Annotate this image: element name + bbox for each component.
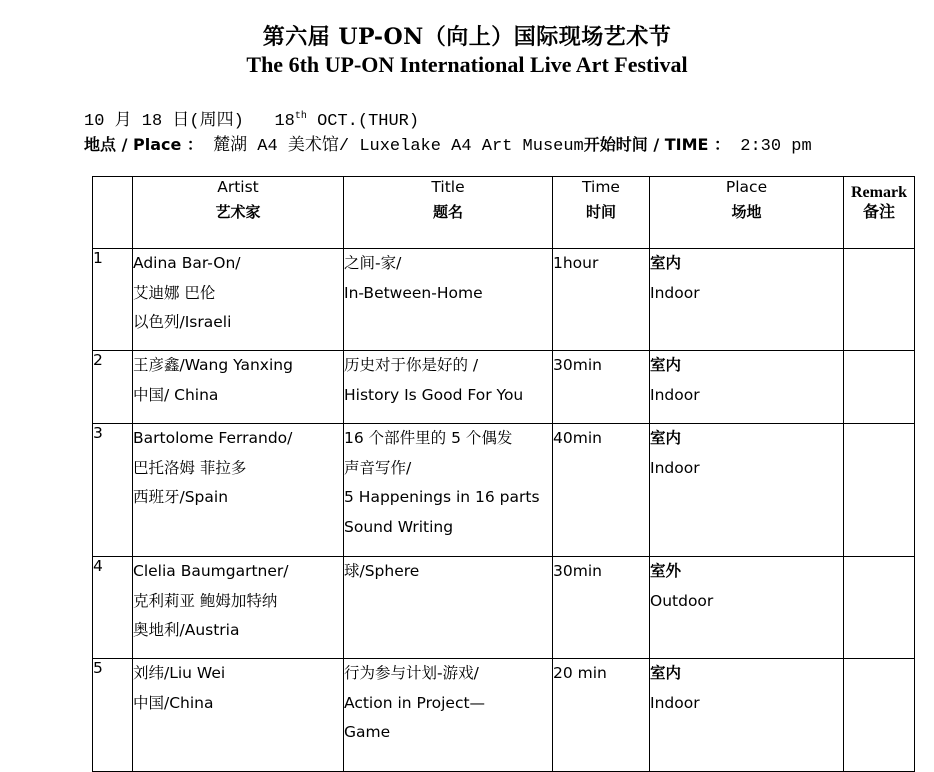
row-number: 1 xyxy=(93,249,133,351)
title-line: Game xyxy=(344,723,391,741)
title-cell xyxy=(344,659,553,772)
place-zh: 室内 xyxy=(650,356,682,374)
festival-title-english: The 6th UP-ON International Live Art Festival xyxy=(246,52,688,77)
time-value: 2:30 pm xyxy=(740,137,812,156)
header-title xyxy=(344,177,553,249)
title-line: 5 Happenings in 16 parts xyxy=(344,488,540,506)
time-cell xyxy=(553,249,650,351)
header-artist xyxy=(133,177,344,249)
header-time xyxy=(553,177,650,249)
place-en: Indoor xyxy=(650,458,700,477)
time-label: 开始时间 / TIME ： xyxy=(583,135,731,154)
time-cell xyxy=(553,424,650,557)
title-cell xyxy=(344,249,553,351)
remark-cell xyxy=(844,351,915,424)
table-row xyxy=(93,557,915,659)
artist-line: Clelia Baumgartner/ xyxy=(133,562,289,580)
table-header-row xyxy=(93,177,915,249)
artist-cell xyxy=(133,424,344,557)
title-line: 16 个部件里的 5 个偶发 xyxy=(344,429,513,447)
title-cell xyxy=(344,351,553,424)
time-value: 30min xyxy=(553,562,602,580)
title-line: 球/Sphere xyxy=(344,562,420,580)
time-cell xyxy=(553,557,650,659)
artist-cell xyxy=(133,249,344,351)
header-title-zh: 题名 xyxy=(432,203,463,221)
event-date-chinese: 10 月 18 日(周四) xyxy=(84,112,244,131)
place-cell xyxy=(650,351,844,424)
table-row xyxy=(93,659,915,772)
artist-line: 中国/ China xyxy=(133,385,219,404)
header-time-en: Time xyxy=(582,178,620,196)
place-cell xyxy=(650,557,844,659)
place-cell xyxy=(650,424,844,557)
artist-line: 艾迪娜 巴伦 xyxy=(133,283,216,302)
artist-line: 王彦鑫/Wang Yanxing xyxy=(133,356,293,374)
artist-line: 刘纬/Liu Wei xyxy=(133,664,226,682)
event-date xyxy=(84,105,419,131)
time-cell xyxy=(553,351,650,424)
time-cell xyxy=(553,659,650,772)
artist-line: 奥地利/Austria xyxy=(133,621,240,639)
header-place xyxy=(650,177,844,249)
event-date-english: OCT.(THUR) xyxy=(317,112,420,131)
header-remark-zh: 备注 xyxy=(862,204,895,221)
table-row xyxy=(93,424,915,557)
remark-cell xyxy=(844,557,915,659)
title-line: 之间-家/ xyxy=(344,254,402,272)
artist-line: 中国/China xyxy=(133,693,214,712)
header-remark xyxy=(844,177,915,249)
title-line: 历史对于你是好的 / xyxy=(344,356,479,374)
artist-cell xyxy=(133,557,344,659)
title-line: Action in Project— xyxy=(344,693,486,712)
time-value: 20 min xyxy=(553,664,607,682)
place-value: 麓湖 A4 美术馆/ Luxelake A4 Art Museum xyxy=(213,137,584,156)
time-value: 1hour xyxy=(553,254,599,272)
artist-cell xyxy=(133,351,344,424)
program-table xyxy=(92,176,915,772)
place-zh: 室内 xyxy=(650,254,682,272)
title-line: 声音写作/ xyxy=(344,458,412,477)
artist-line: 克利莉亚 鲍姆加特纳 xyxy=(133,591,278,610)
header-place-zh: 场地 xyxy=(731,203,762,221)
remark-cell xyxy=(844,659,915,772)
title-cell xyxy=(344,557,553,659)
header-number xyxy=(93,177,133,249)
place-en: Indoor xyxy=(650,283,700,302)
festival-title-chinese: 第六届 UP-ON（向上）国际现场艺术节 xyxy=(262,24,672,50)
row-number: 2 xyxy=(93,351,133,424)
place-zh: 室内 xyxy=(650,664,682,682)
header-artist-en: Artist xyxy=(217,178,259,196)
place-zh: 室内 xyxy=(650,429,682,447)
artist-line: 以色列/Israeli xyxy=(133,313,232,331)
header-remark-en: Remark xyxy=(851,184,907,201)
title-line: History Is Good For You xyxy=(344,385,524,404)
place-en: Indoor xyxy=(650,693,700,712)
remark-cell xyxy=(844,424,915,557)
artist-cell xyxy=(133,659,344,772)
place-cell xyxy=(650,249,844,351)
place-zh: 室外 xyxy=(650,562,682,580)
place-cell xyxy=(650,659,844,772)
place-en: Outdoor xyxy=(650,591,714,610)
event-place-time xyxy=(84,130,812,156)
title-cell xyxy=(344,424,553,557)
row-number: 3 xyxy=(93,424,133,557)
artist-line: Adina Bar-On/ xyxy=(133,254,241,272)
title-line: Sound Writing xyxy=(344,517,454,536)
event-date-english-day: 18 xyxy=(274,112,295,131)
header-artist-zh: 艺术家 xyxy=(215,203,261,221)
header-time-zh: 时间 xyxy=(585,203,616,221)
time-value: 30min xyxy=(553,356,602,374)
row-number: 4 xyxy=(93,557,133,659)
artist-line: 西班牙/Spain xyxy=(133,488,229,506)
row-number: 5 xyxy=(93,659,133,772)
title-line: 行为参与计划-游戏/ xyxy=(344,664,479,682)
event-date-english-suffix: th xyxy=(294,111,307,122)
title-line: In-Between-Home xyxy=(344,283,483,302)
table-row xyxy=(93,351,915,424)
time-value: 40min xyxy=(553,429,602,447)
remark-cell xyxy=(844,249,915,351)
place-en: Indoor xyxy=(650,385,700,404)
artist-line: 巴托洛姆 菲拉多 xyxy=(133,458,247,477)
place-label: 地点 / Place ： xyxy=(84,135,203,154)
header-title-en: Title xyxy=(431,178,465,196)
artist-line: Bartolome Ferrando/ xyxy=(133,429,293,447)
header-place-en: Place xyxy=(725,178,768,196)
table-row xyxy=(93,249,915,351)
